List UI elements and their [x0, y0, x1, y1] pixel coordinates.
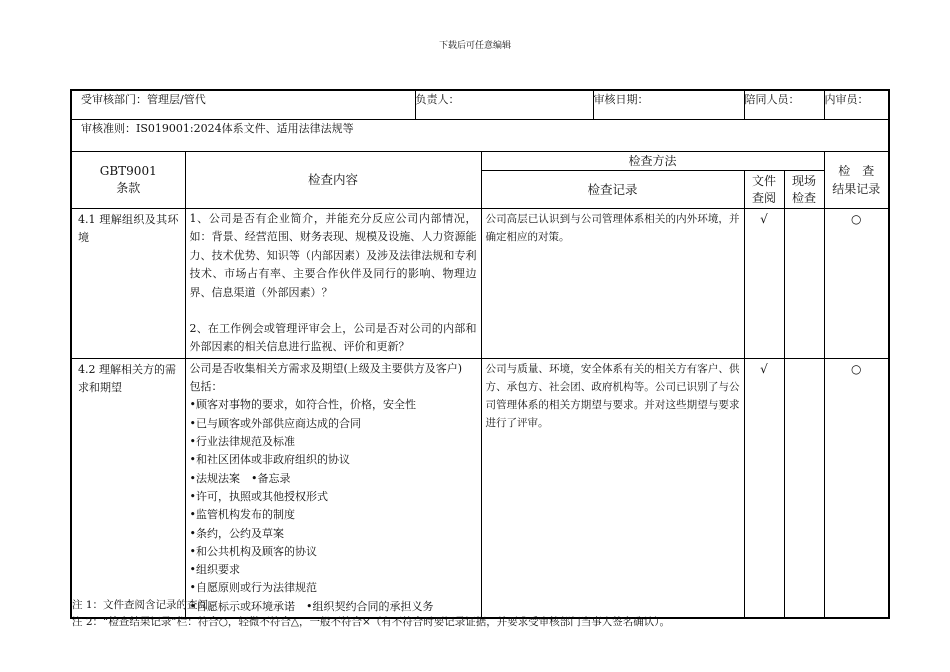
result-mark: ○	[851, 361, 862, 376]
clause-header-line1: GBT9001	[99, 164, 157, 178]
clause-header-line2: 条款	[116, 181, 141, 195]
doc-review-header	[744, 171, 784, 209]
responsible-cell: 负责人：	[415, 90, 593, 120]
content-header: 检查内容	[185, 152, 481, 209]
content-text	[186, 209, 481, 358]
record-header: 检查记录	[481, 171, 744, 209]
table-row	[71, 209, 889, 359]
result-header	[824, 152, 889, 209]
clause-text: 4.1 理解组织及其环境	[78, 213, 179, 244]
site-check-cell	[784, 358, 824, 618]
content-line: •和社区团体或非政府组织的协议	[189, 453, 350, 467]
content-line: •行业法律规范及标准	[189, 435, 295, 449]
clause-header	[71, 152, 185, 209]
content-text	[186, 359, 481, 617]
record-cell	[481, 358, 744, 618]
content-line: 2、在工作例会或管理评审会上，公司是否对公司的内部和外部因素的相关信息进行监视、评价和更新？	[189, 322, 477, 354]
site-check-mark	[785, 209, 824, 210]
note-2: 注 2：“检查结果记录”栏：符合○，轻微不符合△，一般不符合×（有不符合时要记录证据，并要求受审核部门当事人签名确认）。	[72, 616, 671, 628]
content-line: •法规法案 •备忘录	[189, 471, 291, 485]
header-note: 下载后可任意编辑	[438, 41, 511, 51]
result-cell	[824, 209, 889, 359]
header-row-1	[71, 152, 889, 171]
audit-checklist-table	[70, 89, 890, 619]
criteria-row	[71, 120, 889, 152]
dept-cell: 受审核部门：管理层/管代	[71, 90, 415, 120]
method-header: 检查方法	[481, 152, 824, 171]
table-row	[71, 358, 889, 618]
site-check-mark	[785, 359, 824, 360]
content-spacer	[190, 302, 477, 320]
doc-review-header-line1: 文件	[751, 173, 776, 188]
doc-review-mark: √	[760, 361, 768, 376]
record-text: 公司与质量、环境，安全体系有关的相关方有客户、供方、承包方、社会团、政府机构等。公司已识别了与公司管理体系的相关方期望与要求。并对这些期望与要求进行了评审。	[485, 362, 740, 429]
result-mark: ○	[851, 212, 862, 226]
auditor-cell: 内审员：	[824, 90, 889, 120]
content-line: •自愿标示或环境承诺 •组织契约合同的承担义务	[189, 599, 434, 613]
criteria-cell: 审核准则：IS019001:2024体系文件、适用法律法规等	[71, 120, 889, 152]
content-line: •和公共机构及顾客的协议	[189, 544, 317, 558]
clause-cell	[71, 358, 185, 618]
clause-cell	[71, 209, 185, 359]
content-line: •组织要求	[189, 563, 240, 577]
content-line: •许可，执照或其他授权形式	[189, 489, 328, 503]
result-header-line2: 结果记录	[832, 182, 881, 196]
doc-review-cell	[744, 209, 784, 359]
clause-text: 4.2 理解相关方的需求和期望	[78, 362, 176, 394]
record-text: 公司高层已认识到与公司管理体系相关的内外环境，并确定相应的对策。	[485, 213, 740, 243]
doc-review-cell	[744, 358, 784, 618]
content-line: 1、公司是否有企业简介，并能充分反应公司内部情况，如：背景、经营范围、财务表现、规模及设施、人力资源能力、技术优势、知识等（内部因素）及涉及法律法规和专利技术、市场占有率、主要合作伙伴及同行的影响、物理边界、信息渠道（外部因素）？	[189, 212, 477, 299]
content-line: •条约，公约及草案	[189, 526, 284, 540]
content-line: •已与顾客或外部供应商达成的合同	[189, 416, 361, 430]
content-cell	[185, 358, 481, 618]
content-line: •自愿原则或行为法律规范	[189, 581, 317, 595]
site-check-cell	[784, 209, 824, 359]
result-cell	[824, 358, 889, 618]
site-check-header	[784, 171, 824, 209]
site-check-header-line1: 现场	[791, 173, 816, 188]
record-cell	[481, 209, 744, 359]
site-check-header-line2: 检查	[791, 190, 816, 205]
date-cell: 审核日期：	[593, 90, 744, 120]
note-1: 注 1：文件查阅含记录的查阅。	[72, 599, 219, 611]
content-cell	[185, 209, 481, 359]
content-line: 公司是否收集相关方需求及期望(上级及主要供方及客户) 包括：	[189, 361, 463, 394]
doc-review-mark: √	[760, 212, 768, 226]
result-header-line1: 检 查	[838, 164, 875, 178]
content-line: •顾客对事物的要求，如符合性，价格，安全性	[189, 398, 416, 412]
accompany-cell: 陪同人员：	[744, 90, 824, 120]
content-line: •监管机构发布的制度	[189, 508, 295, 522]
info-row	[71, 90, 889, 120]
doc-review-header-line2: 查阅	[751, 190, 776, 205]
